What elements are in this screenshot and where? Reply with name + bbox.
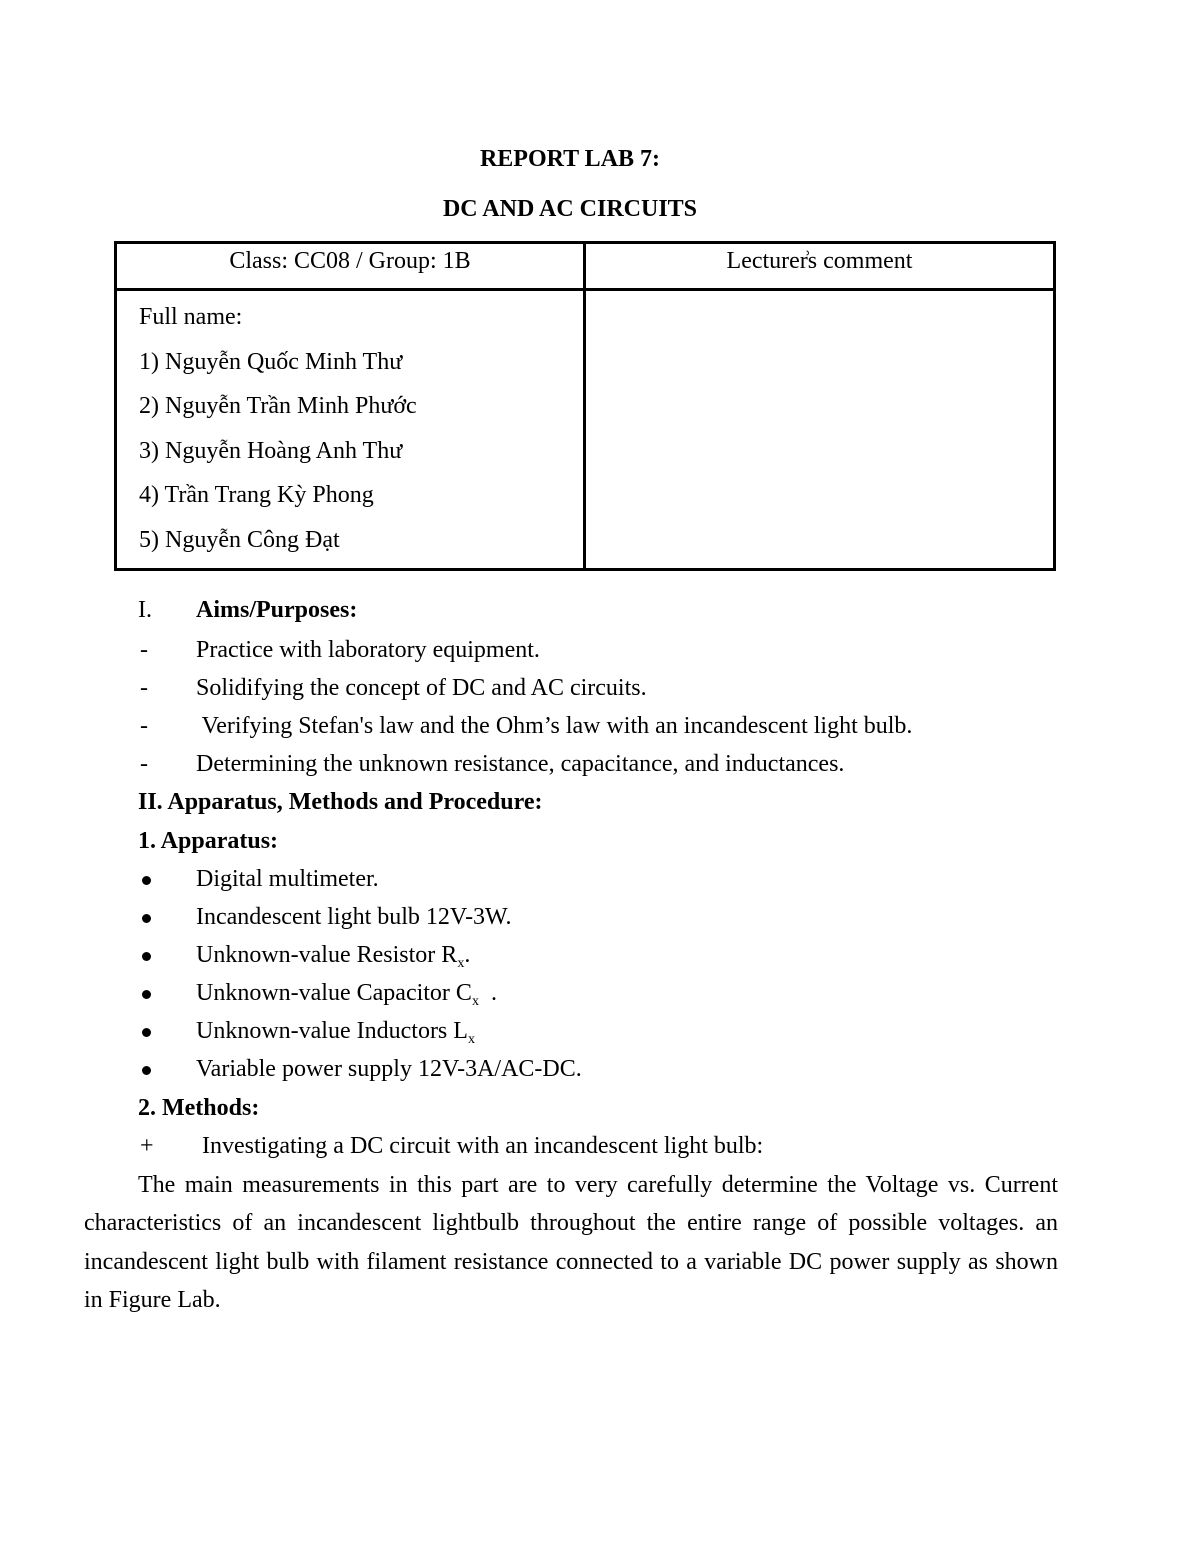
paragraph-text: The main measurements in this part are to very carefully determine the Voltage vs. Current characteristics of an incandescent lightbulb throughout the entire range of possible voltages. an incandescent light bulb with filament resistance connected to a variable DC power supply as shown in Figure Lab. xyxy=(84,1172,1058,1313)
member-3: 3) Nguyễn Hoàng Anh Thư xyxy=(139,437,403,464)
dash-marker: - xyxy=(140,713,148,739)
member-2: 2) Nguyễn Trần Minh Phước xyxy=(139,393,417,419)
apparatus-text xyxy=(196,978,497,1008)
apparatus-text: Incandescent light bulb 12V-3W. xyxy=(196,904,512,930)
info-table xyxy=(114,241,1056,571)
bullet-icon xyxy=(142,1066,151,1075)
class-group-cell: Class: CC08 / Group: 1B xyxy=(116,243,585,290)
dash-marker: - xyxy=(140,675,148,701)
lecturer-comment-cell xyxy=(585,290,1055,570)
apparatus-label: Unknown-value Resistor R xyxy=(196,942,458,968)
bullet-icon xyxy=(142,990,151,999)
apparatus-text: Variable power supply 12V-3A/AC-DC. xyxy=(196,1056,582,1082)
section1-heading: Aims/Purposes: xyxy=(196,597,358,623)
member-1: 1) Nguyễn Quốc Minh Thư xyxy=(139,348,403,375)
apparatus-tail: . xyxy=(478,980,497,1006)
subscript: x xyxy=(471,994,479,1009)
members-cell xyxy=(116,290,585,570)
aim-text: Determining the unknown resistance, capacitance, and inductances. xyxy=(196,751,845,777)
aim-text: Verifying Stefan's law and the Ohm’s law with an incandescent light bulb. xyxy=(196,713,913,739)
section1-number: I. xyxy=(138,597,152,623)
apparatus-text: Digital multimeter. xyxy=(196,866,379,892)
methods-heading: 2. Methods: xyxy=(138,1095,260,1121)
dash-marker: - xyxy=(140,637,148,663)
report-subtitle: DC AND AC CIRCUITS xyxy=(442,196,698,222)
apparatus-label: Unknown-value Inductors L xyxy=(196,1018,468,1044)
bullet-icon xyxy=(142,876,151,885)
dash-marker: - xyxy=(140,751,148,777)
full-name-label: Full name: xyxy=(139,304,243,330)
apparatus-tail: . xyxy=(464,942,471,968)
section2-heading: II. Apparatus, Methods and Procedure: xyxy=(138,789,543,815)
member-4: 4) Trần Trang Kỳ Phong xyxy=(139,482,374,508)
bullet-icon xyxy=(142,914,151,923)
aim-text: Practice with laboratory equipment. xyxy=(196,637,540,663)
aim-text: Solidifying the concept of DC and AC circuits. xyxy=(196,675,647,701)
apparatus-label: Unknown-value Capacitor C xyxy=(196,980,472,1006)
apparatus-text xyxy=(196,1016,475,1046)
bullet-icon xyxy=(142,952,151,961)
member-5: 5) Nguyễn Công Đạt xyxy=(139,526,340,553)
lecturer-comment-header: Lecturer͗s comment xyxy=(585,243,1055,290)
bullet-icon xyxy=(142,1028,151,1037)
methods-paragraph xyxy=(84,1166,1058,1319)
subscript: x xyxy=(467,1032,475,1047)
methods-text: Investigating a DC circuit with an incandescent light bulb: xyxy=(196,1133,764,1159)
plus-marker: + xyxy=(140,1133,154,1159)
subscript: x xyxy=(457,956,465,971)
apparatus-heading: 1. Apparatus: xyxy=(138,828,279,854)
apparatus-text xyxy=(196,940,470,970)
report-title: REPORT LAB 7: xyxy=(479,146,661,172)
